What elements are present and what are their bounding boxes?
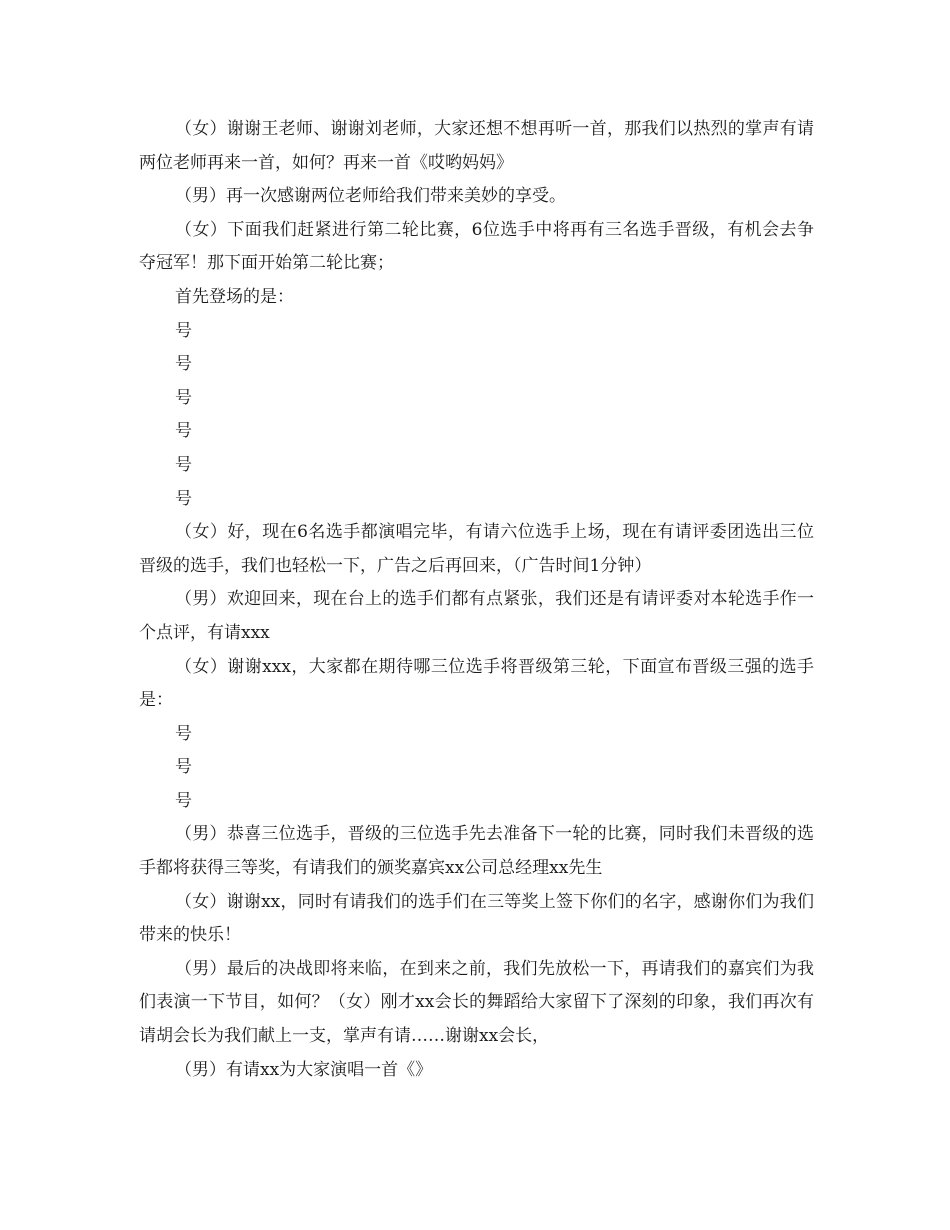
paragraph: （女）谢谢xxx，大家都在期待哪三位选手将晋级第三轮，下面宣布晋级三强的选手是： xyxy=(139,656,814,711)
paragraph: （男）恭喜三位选手，晋级的三位选手先去准备下一轮的比赛，同时我们未晋级的选手都将获得三等奖，有请我们的颁奖嘉宾xx公司总经理xx先生 xyxy=(139,824,814,879)
contestant-number-line: 号 xyxy=(175,387,192,408)
contestant-number-line: 号 xyxy=(175,421,192,442)
paragraph: （女）谢谢王老师、谢谢刘老师，大家还想不想再听一首，那我们以热烈的掌声有请两位老师再来一首，如何？再来一首《哎哟妈妈》 xyxy=(139,119,814,173)
contestant-number-line: 号 xyxy=(175,723,192,744)
contestant-number-line: 号 xyxy=(175,454,192,475)
paragraph: （男）有请xx为大家演唱一首《》 xyxy=(175,1059,433,1080)
paragraph: （女）谢谢xx，同时有请我们的选手们在三等奖上签下你们的名字，感谢你们为我们带来的快乐！ xyxy=(139,891,814,946)
paragraph: （男）欢迎回来，现在台上的选手们都有点紧张，我们还是有请评委对本轮选手作一个点评，有请xxx xyxy=(139,589,814,643)
paragraph: 首先登场的是： xyxy=(175,286,294,307)
contestant-number-line: 号 xyxy=(175,488,192,509)
paragraph: （男）再一次感谢两位老师给我们带来美妙的享受。 xyxy=(175,186,566,207)
document-body xyxy=(139,113,814,1087)
contestant-number-line: 号 xyxy=(175,790,192,811)
contestant-number-line: 号 xyxy=(175,757,192,778)
paragraph: （女）下面我们赶紧进行第二轮比赛，6位选手中将再有三名选手晋级，有机会去争夺冠军！那下面开始第二轮比赛； xyxy=(139,219,814,274)
paragraph: （男）最后的决战即将来临，在到来之前，我们先放松一下，再请我们的嘉宾们为我们表演一下节目，如何？（女）刚才xx会长的舞蹈给大家留下了深刻的印象，我们再次有请胡会长为我们献上一支，掌声有请……谢谢xx会长， xyxy=(139,958,814,1047)
paragraph: （女）好，现在6名选手都演唱完毕，有请六位选手上场，现在有请评委团选出三位晋级的选手，我们也轻松一下，广告之后再回来，（广告时间1分钟） xyxy=(139,522,814,576)
contestant-number-line: 号 xyxy=(175,320,192,341)
contestant-number-line: 号 xyxy=(175,354,192,375)
